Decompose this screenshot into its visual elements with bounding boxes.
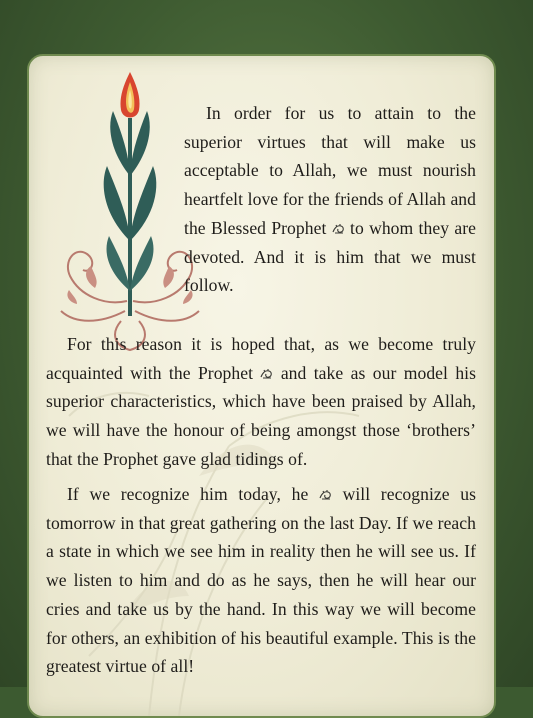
paragraph-3-text-a: If we recognize him today, he xyxy=(67,484,309,504)
tulip-ornament-icon xyxy=(55,66,205,356)
paragraph-1-text-b: to whom they are devoted. And it is him that we must follow. xyxy=(184,217,476,296)
honorific-calligraphy-icon xyxy=(332,223,345,235)
paragraph-2 xyxy=(46,330,476,474)
text-panel xyxy=(27,54,496,718)
paragraph-1 xyxy=(184,99,476,300)
paragraph-3-text-b: will recognize us tomorrow in that great gathering on the last Day. If we reach a state in which we see him in reality then he will see us. If we listen to him and do as he says, then he will hear our cries and take us by the hand. In this way we will become for others, an exhibition of his beautiful example. This is the greatest virtue of all! xyxy=(46,484,476,677)
paragraph-2-text-a: For this reason it is hoped that, as we become truly acquainted with the Prophet xyxy=(46,334,476,383)
honorific-calligraphy-icon xyxy=(319,489,332,501)
honorific-calligraphy-icon xyxy=(260,368,273,380)
paragraph-2-text-b: and take as our model his superior characteristics, which have been praised by Allah, we will have the honour of being amongst those ‘brothers’ that the Prophet gave glad tidings of. xyxy=(46,362,477,469)
paragraph-3 xyxy=(46,480,476,681)
paragraph-1-text-a: In order for us to attain to the superior virtues that will make us acceptable to Allah, we must nourish heartfelt love for the friends of Allah and the Blessed Prophet xyxy=(184,103,476,238)
